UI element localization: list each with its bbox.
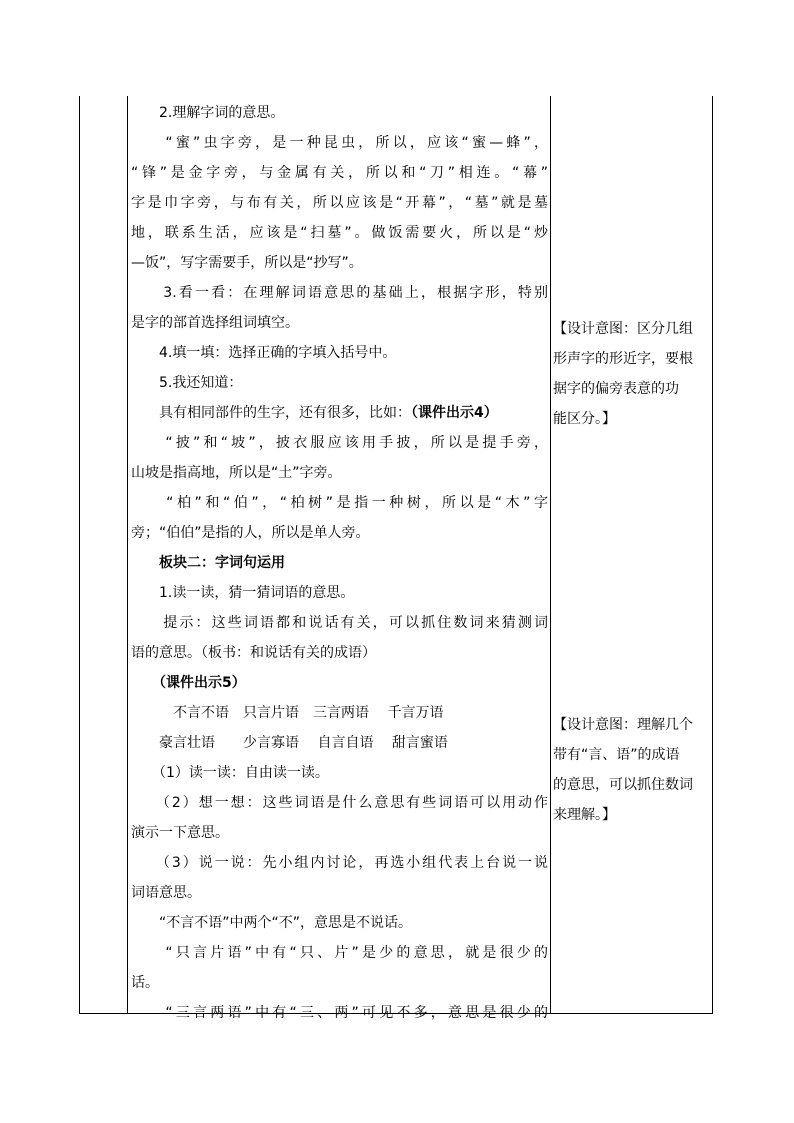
text-run: 3.看一看：在理解词语意思的基础上，根据字形，特别 [131,285,548,301]
text-line [131,553,285,573]
text-line [131,523,370,543]
table-divider-1 [127,96,128,1014]
text-line [131,1003,548,1023]
text-line [131,823,229,843]
text-line [131,883,201,903]
text-line [131,973,159,993]
bold-text: （课件出示4） [411,405,498,421]
text-line [131,373,242,393]
text-run: —饭”，写字需要手，所以是“抄写”。 [131,255,363,271]
text-run: （1）读一读：自由读一读。 [131,765,329,781]
text-line [131,283,548,303]
text-line [131,913,412,933]
lesson-table [79,96,713,1021]
text-run: 不言不语 只言片语 三言两语 千言万语 [131,705,444,721]
text-run: “锋”是金字旁，与金属有关，所以和“刀”相连。“幕” [131,165,548,181]
text-line [131,733,448,753]
text-line [131,433,548,453]
table-border-left [79,96,80,1014]
text-run: （2）想一想：这些词语是什么意思有些词语可以用动作 [131,795,548,811]
text-run: 字是巾字旁，与布有关，所以应该是“开幕”，“墓”就是墓 [131,195,548,211]
text-line [131,613,548,633]
text-run: 4.填一填：选择正确的字填入括号中。 [131,345,397,361]
note-line: 【设计意图：区分几组 [553,321,693,337]
text-run: “三言两语”中有“三、两”可见不多，意思是很少的 [131,1005,548,1021]
table-border-right [712,96,713,1014]
text-run: 提示：这些词语都和说话有关，可以抓住数词来猜测词 [131,615,548,631]
text-run: “披”和“坡”，披衣服应该用手披，所以是提手旁， [131,435,548,451]
text-run: 豪言壮语 少言寡语 自言自语 甜言蜜语 [131,735,448,751]
text-run: 山坡是指高地，所以是“土”字旁。 [131,465,342,481]
bold-text: （课件出示5） [131,675,246,691]
text-line [131,703,443,723]
text-line [131,673,246,693]
text-run: 5.我还知道： [131,375,243,391]
text-run: “柏”和“伯”，“柏树”是指一种树，所以是“木”字 [131,495,548,511]
text-run: 是字的部首选择组词填空。 [131,315,299,331]
text-line [131,493,548,513]
text-line [131,643,376,663]
text-run: “蜜”虫字旁，是一种昆虫，所以，应该“蜜—蜂”， [131,135,548,151]
text-run: “不言不语”中两个“不”，意思是不说话。 [131,915,413,931]
text-line [131,223,548,243]
text-line [131,763,329,783]
text-run: “只言片语”中有“只、片”是少的意思，就是很少的 [131,945,548,961]
text-line [131,163,548,183]
note-line: 来理解。】 [553,807,616,823]
note-line: 带有“言、语”的成语 [553,747,680,763]
table-divider-2 [550,96,551,1014]
note-line: 的意思，可以抓住数词 [553,777,693,793]
text-line [131,133,548,153]
note-line: 【设计意图：理解几个 [553,717,693,733]
text-run: （3）说一说：先小组内讨论，再选小组代表上台说一说 [131,855,548,871]
text-line [131,253,363,273]
text-run: 语的意思。（板书：和说话有关的成语） [131,645,376,661]
text-line [131,313,299,333]
text-run: 2.理解字词的意思。 [131,105,285,121]
text-run: 话。 [131,975,159,991]
text-line [131,793,548,813]
text-line [131,463,342,483]
text-line [131,343,396,363]
text-run: 演示一下意思。 [131,825,229,841]
text-line [131,583,354,603]
text-run: 1.读一读，猜一猜词语的意思。 [131,585,355,601]
text-line [131,943,548,963]
bold-text: 板块二：字词句运用 [131,555,285,571]
text-run: 具有相同部件的生字，还有很多，比如： [131,405,411,421]
text-line [131,193,548,213]
note-line: 能区分。】 [553,411,616,427]
text-run: 词语意思。 [131,885,201,901]
text-line [131,103,284,123]
text-run: 地，联系生活，应该是“扫墓”。做饭需要火，所以是“炒 [131,225,548,241]
note-line: 据字的偏旁表意的功 [553,381,679,397]
text-line [131,403,498,423]
text-run: 旁；“伯伯”是指的人，所以是单人旁。 [131,525,370,541]
note-line: 形声字的形近字，要根 [553,351,693,367]
text-line [131,853,548,873]
